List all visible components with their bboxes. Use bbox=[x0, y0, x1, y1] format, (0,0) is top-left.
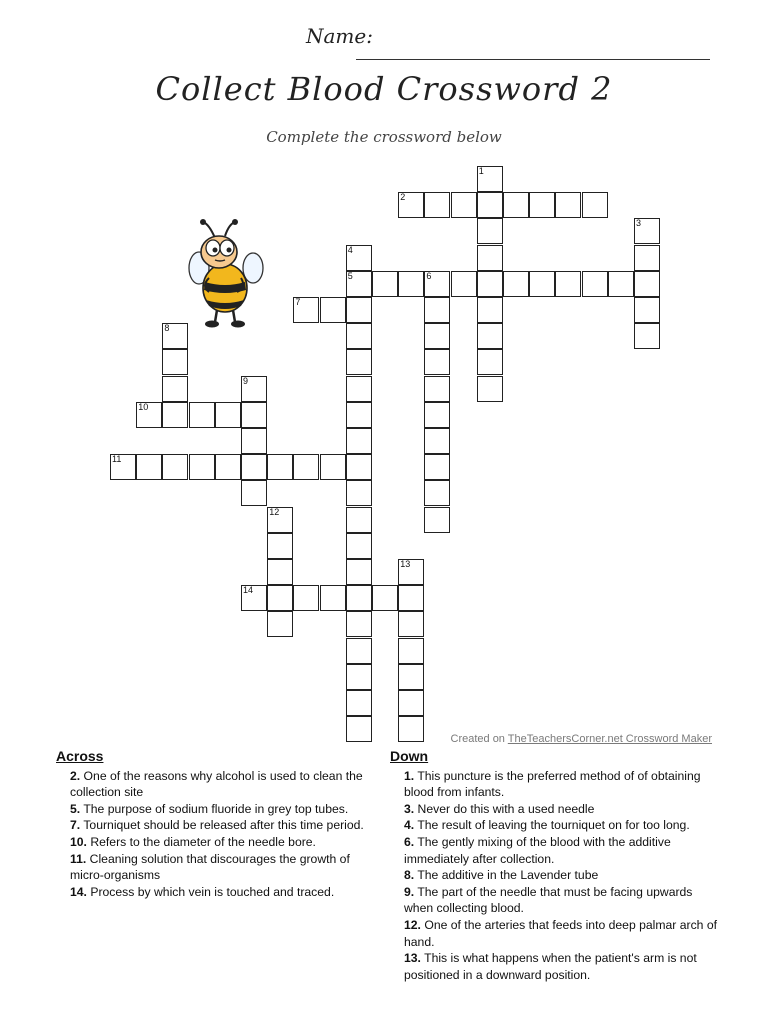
crossword-cell[interactable] bbox=[346, 559, 372, 585]
crossword-cell[interactable] bbox=[162, 323, 188, 349]
crossword-cell[interactable] bbox=[372, 271, 398, 297]
crossword-cell[interactable] bbox=[555, 271, 581, 297]
crossword-cell[interactable] bbox=[346, 480, 372, 506]
clue-number: 2 bbox=[400, 192, 406, 203]
crossword-cell[interactable] bbox=[398, 585, 424, 611]
crossword-cell[interactable] bbox=[608, 271, 634, 297]
crossword-cell[interactable] bbox=[320, 454, 346, 480]
crossword-cell[interactable] bbox=[241, 376, 267, 402]
crossword-cell[interactable] bbox=[424, 454, 450, 480]
crossword-cell[interactable] bbox=[215, 402, 241, 428]
clue-number: 8 bbox=[164, 323, 170, 334]
crossword-cell[interactable] bbox=[424, 297, 450, 323]
credit-line bbox=[451, 733, 713, 745]
crossword-cell[interactable] bbox=[346, 428, 372, 454]
crossword-cell[interactable] bbox=[477, 297, 503, 323]
crossword-cell[interactable] bbox=[398, 271, 424, 297]
crossword-cell[interactable] bbox=[346, 664, 372, 690]
crossword-cell[interactable] bbox=[529, 192, 555, 218]
crossword-cell[interactable] bbox=[477, 245, 503, 271]
down-clues bbox=[390, 748, 720, 983]
crossword-cell[interactable] bbox=[346, 245, 372, 271]
crossword-cell[interactable] bbox=[136, 402, 162, 428]
crossword-cell[interactable] bbox=[424, 323, 450, 349]
down-clue: 12. One of the arteries that feeds into deep palmar arch of hand. bbox=[404, 917, 718, 949]
crossword-cell[interactable] bbox=[503, 271, 529, 297]
crossword-cell[interactable] bbox=[110, 454, 136, 480]
crossword-cell[interactable] bbox=[424, 480, 450, 506]
crossword-cell[interactable] bbox=[398, 559, 424, 585]
clue-number: 7 bbox=[295, 297, 301, 307]
clue-number: 9 bbox=[243, 375, 249, 386]
crossword-cell[interactable] bbox=[424, 192, 450, 218]
crossword-cell[interactable] bbox=[582, 192, 608, 218]
crossword-cell[interactable] bbox=[477, 349, 503, 375]
crossword-cell[interactable] bbox=[346, 297, 372, 323]
crossword-cell[interactable] bbox=[346, 323, 372, 349]
clue-number: 11 bbox=[112, 454, 122, 465]
crossword-cell[interactable] bbox=[582, 271, 608, 297]
down-clue: 3. Never do this with a used needle bbox=[404, 801, 595, 816]
crossword-cell[interactable] bbox=[634, 297, 660, 323]
clue-number: 5 bbox=[347, 270, 353, 281]
name-label: Name: bbox=[306, 24, 373, 48]
crossword-cell[interactable] bbox=[215, 454, 241, 480]
clue-number: 6 bbox=[426, 270, 432, 281]
crossword-cell[interactable] bbox=[136, 454, 162, 480]
crossword-cell[interactable] bbox=[267, 454, 293, 480]
crossword-cell[interactable] bbox=[320, 585, 346, 611]
crossword-cell[interactable] bbox=[398, 716, 424, 742]
crossword-cell[interactable] bbox=[451, 192, 477, 218]
clue-number: 12 bbox=[269, 506, 280, 517]
across-clues bbox=[56, 748, 386, 900]
crossword-cell[interactable] bbox=[346, 638, 372, 664]
crossword-cell[interactable] bbox=[555, 192, 581, 218]
crossword-cell[interactable] bbox=[477, 166, 503, 192]
down-clue: 8. The additive in the Lavender tube bbox=[404, 868, 599, 883]
crossword-cell[interactable] bbox=[293, 297, 319, 323]
crossword-cell[interactable] bbox=[346, 454, 372, 480]
crossword-cell[interactable] bbox=[346, 376, 372, 402]
crossword-cell[interactable] bbox=[267, 611, 293, 637]
across-heading: Across bbox=[56, 748, 104, 764]
crossword-cell[interactable] bbox=[267, 533, 293, 559]
down-clue: 6. The gently mixing of the blood with the additive immediately after collection. bbox=[404, 834, 671, 866]
crossword-cell[interactable] bbox=[241, 402, 267, 428]
crossword-cell[interactable] bbox=[634, 245, 660, 271]
crossword-cell[interactable] bbox=[346, 402, 372, 428]
clue-number: 14 bbox=[243, 585, 254, 596]
crossword-cell[interactable] bbox=[477, 323, 503, 349]
crossword-cell[interactable] bbox=[451, 271, 477, 297]
crossword-cell[interactable] bbox=[346, 716, 372, 742]
down-clue: 13. This is what happens when the patient's arm is not positioned in a downward position. bbox=[404, 951, 697, 982]
crossword-cell[interactable] bbox=[162, 376, 188, 402]
crossword-cell[interactable] bbox=[424, 402, 450, 428]
crossword-cell[interactable] bbox=[346, 349, 372, 375]
down-heading: Down bbox=[390, 748, 429, 764]
crossword-cell[interactable] bbox=[398, 664, 424, 690]
crossword-cell[interactable] bbox=[162, 349, 188, 375]
crossword-cell[interactable] bbox=[267, 585, 293, 611]
crossword-cell[interactable] bbox=[293, 454, 319, 480]
across-clue: 5. The purpose of sodium fluoride in grey top tubes. bbox=[70, 801, 349, 816]
crossword-cell[interactable] bbox=[398, 638, 424, 664]
down-clue: 9. The part of the needle that must be facing upwards when collecting blood. bbox=[404, 884, 693, 916]
crossword-cell[interactable] bbox=[372, 585, 398, 611]
credit-link[interactable]: TheTeachersCorner.net Crossword Maker bbox=[507, 733, 712, 745]
crossword-cell[interactable] bbox=[477, 376, 503, 402]
crossword-cell[interactable] bbox=[162, 402, 188, 428]
crossword-cell[interactable] bbox=[346, 533, 372, 559]
crossword-cell[interactable] bbox=[346, 507, 372, 533]
down-clue: 4. The result of leaving the tourniquet on for too long. bbox=[404, 818, 690, 833]
crossword-cell[interactable] bbox=[477, 218, 503, 244]
crossword-cell[interactable] bbox=[477, 192, 503, 218]
crossword-cell[interactable] bbox=[634, 218, 660, 244]
crossword-cell[interactable] bbox=[189, 454, 215, 480]
crossword-cell[interactable] bbox=[346, 271, 372, 297]
crossword-cell[interactable] bbox=[398, 690, 424, 716]
crossword-cell[interactable] bbox=[241, 480, 267, 506]
crossword-cell[interactable] bbox=[346, 690, 372, 716]
clue-number: 4 bbox=[347, 244, 353, 255]
crossword-cell[interactable] bbox=[162, 454, 188, 480]
crossword-cell[interactable] bbox=[477, 271, 503, 297]
across-clue: 14. Process by which vein is touched and traced. bbox=[70, 884, 335, 899]
crossword-cell[interactable] bbox=[398, 192, 424, 218]
clue-number: 13 bbox=[400, 559, 411, 569]
crossword-cell[interactable] bbox=[424, 376, 450, 402]
crossword-cell[interactable] bbox=[293, 585, 319, 611]
crossword-cell[interactable] bbox=[267, 507, 293, 533]
crossword-cell[interactable] bbox=[241, 428, 267, 454]
crossword-cell[interactable] bbox=[529, 271, 555, 297]
across-clue: 2. One of the reasons why alcohol is used to clean the collection site bbox=[70, 768, 363, 800]
crossword-cell[interactable] bbox=[241, 585, 267, 611]
across-clue: 11. Cleaning solution that discourages the growth of micro-organisms bbox=[70, 851, 350, 883]
crossword-cell[interactable] bbox=[424, 428, 450, 454]
across-clue: 10. Refers to the diameter of the needle bore. bbox=[70, 834, 316, 849]
page-title: Collect Blood Crossword 2 bbox=[155, 70, 613, 108]
clue-number: 10 bbox=[138, 401, 149, 412]
crossword-cell[interactable] bbox=[267, 559, 293, 585]
down-clue: 1. This puncture is the preferred method of of obtaining blood from infants. bbox=[404, 768, 701, 800]
crossword-cell[interactable] bbox=[346, 611, 372, 637]
credit-prefix: Created on bbox=[450, 733, 508, 745]
crossword-cell[interactable] bbox=[503, 192, 529, 218]
crossword-cell[interactable] bbox=[320, 297, 346, 323]
crossword-cell[interactable] bbox=[634, 323, 660, 349]
crossword-cell[interactable] bbox=[398, 611, 424, 637]
crossword-cell[interactable] bbox=[346, 585, 372, 611]
across-clue: 7. Tourniquet should be released after this time period. bbox=[70, 818, 364, 833]
crossword-cell[interactable] bbox=[189, 402, 215, 428]
crossword-cell[interactable] bbox=[424, 507, 450, 533]
crossword-cell[interactable] bbox=[634, 271, 660, 297]
crossword-cell[interactable] bbox=[241, 454, 267, 480]
page-subtitle: Complete the crossword below bbox=[266, 128, 502, 146]
crossword-cell[interactable] bbox=[424, 349, 450, 375]
clue-number: 3 bbox=[636, 218, 642, 229]
clue-number: 1 bbox=[478, 166, 484, 176]
crossword-cell[interactable] bbox=[424, 271, 450, 297]
